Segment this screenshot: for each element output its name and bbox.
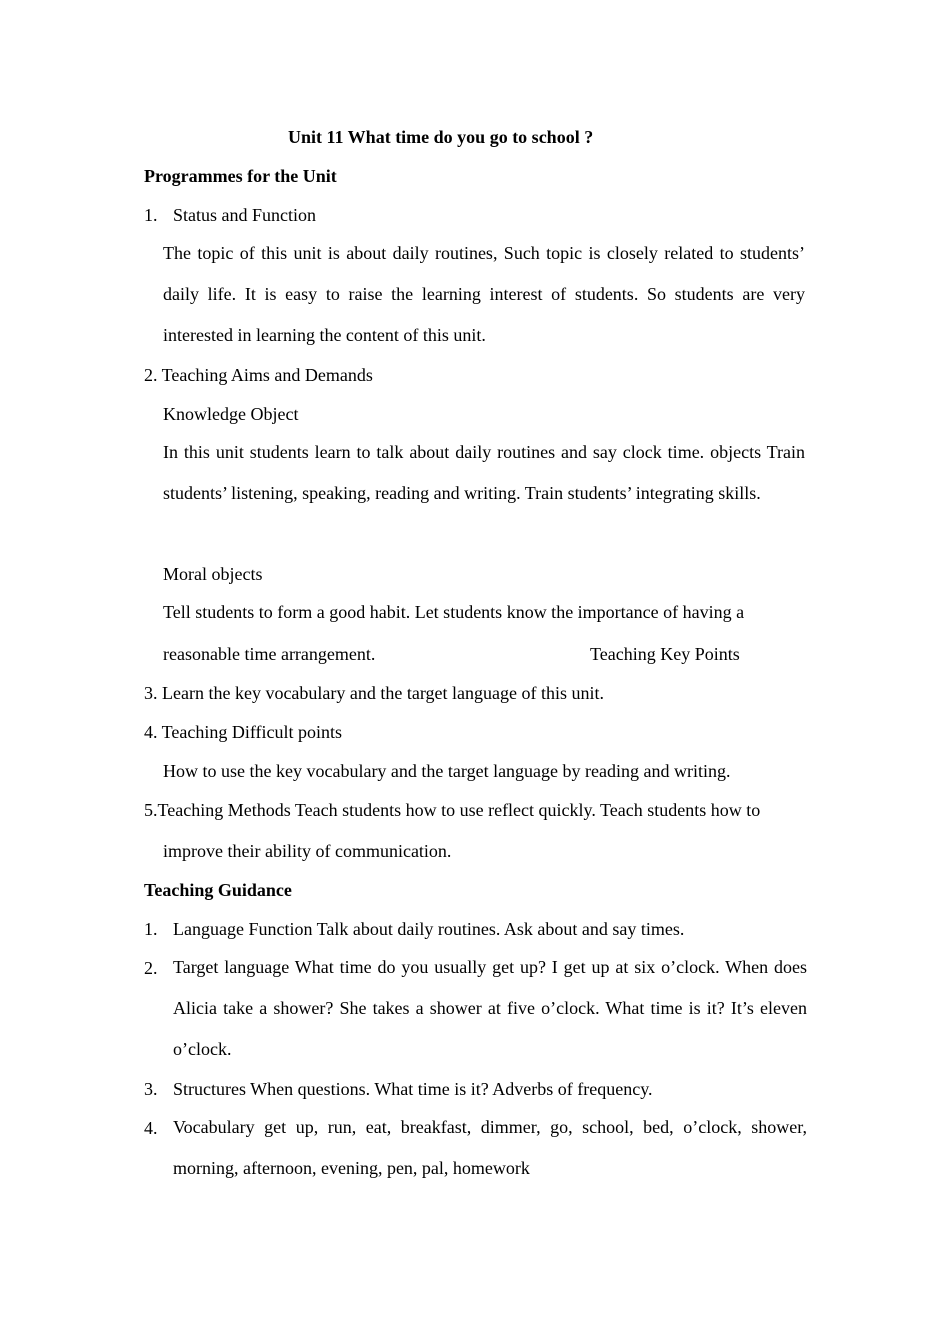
guidance-item2-number: 2. <box>144 958 158 978</box>
knowledge-object-label: Knowledge Object <box>163 404 299 424</box>
guidance-item4-number: 4. <box>144 1118 158 1138</box>
item5-line2: improve their ability of communication. <box>163 841 452 861</box>
moral-objects-label: Moral objects <box>163 564 263 584</box>
moral-paragraph-line1: Tell students to form a good habit. Let students know the importance of having a <box>163 602 745 622</box>
item3-text: 3. Learn the key vocabulary and the target language of this unit. <box>144 683 605 703</box>
item1-number: 1. <box>144 205 158 225</box>
item1-heading: Status and Function <box>173 205 316 225</box>
item4-heading: 4. Teaching Difficult points <box>144 722 343 742</box>
guidance-item3-number: 3. <box>144 1079 158 1099</box>
guidance-item4-text: Vocabulary get up, run, eat, breakfast, dimmer, go, school, bed, o’clock, shower, morning, afternoon, evening, pen, pal, homework <box>173 1117 807 1178</box>
guidance-item1-number: 1. <box>144 919 158 939</box>
guidance-item2-text: Target language What time do you usually get up? I get up at six o’clock. When does Alicia take a shower? She takes a shower at five o’clock. What time is it? It’s eleven o’clock. <box>173 957 807 1059</box>
key-points-label: Teaching Key Points <box>590 644 740 664</box>
guidance-item1-text: Language Function Talk about daily routines. Ask about and say times. <box>173 919 685 939</box>
item4-paragraph: How to use the key vocabulary and the target language by reading and writing. <box>163 761 731 781</box>
page-title: Unit 11 What time do you go to school ? <box>288 127 594 147</box>
item5-line1: 5.Teaching Methods Teach students how to use reflect quickly. Teach students how to <box>144 800 761 820</box>
knowledge-paragraph: In this unit students learn to talk about daily routines and say clock time. objects Train students’ listening, speaking, reading and writing. Train students’ integrating skills. <box>163 442 805 503</box>
guidance-item3-text: Structures When questions. What time is it? Adverbs of frequency. <box>173 1079 653 1099</box>
section-heading-programmes: Programmes for the Unit <box>144 166 337 186</box>
item2-heading: 2. Teaching Aims and Demands <box>144 365 373 385</box>
moral-paragraph-line2: reasonable time arrangement. <box>163 644 376 664</box>
item1-paragraph: The topic of this unit is about daily routines, Such topic is closely related to students’ daily life. It is easy to raise the learning interest of students. So students are very interested in learning the content of this unit. <box>163 243 805 345</box>
section-heading-guidance: Teaching Guidance <box>144 880 292 900</box>
